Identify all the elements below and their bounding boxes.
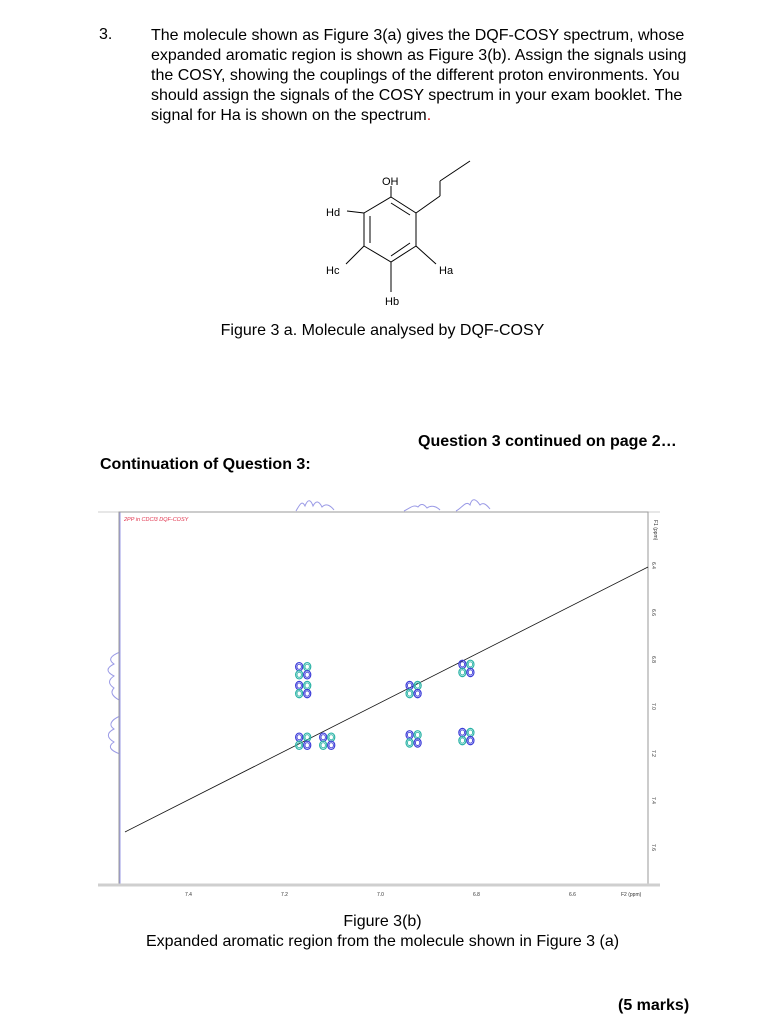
peak-contour [305, 683, 309, 688]
cross-peak [296, 663, 311, 679]
figure-3b-caption-line1: Figure 3(b) [343, 913, 422, 930]
peak-contour [305, 691, 309, 696]
f2-tick-label: 6.6 [569, 892, 576, 898]
top-projection-trace [404, 504, 440, 511]
peak-contour [468, 738, 472, 743]
question-period: . [426, 107, 432, 124]
peak-contour [415, 740, 419, 745]
f1-tick-label: 7.6 [650, 844, 656, 851]
figure-3a-caption: Figure 3 a. Molecule analysed by DQF-COSY [220, 322, 545, 339]
figure-3b-caption-line2: Expanded aromatic region from the molecule shown in Figure 3 (a) [145, 933, 620, 950]
question-number: 3. [99, 26, 113, 43]
hc-label: Hc [326, 265, 340, 277]
peak-contour [407, 691, 411, 696]
f2-axis-label: F2 (ppm) [621, 892, 642, 898]
sample-label: 2PP in CDCl3 DQF-COSY [124, 517, 189, 523]
peak-contour [305, 664, 309, 669]
peak-contour [297, 683, 301, 688]
continued-note: Question 3 continued on page 2… [418, 433, 677, 450]
peak-contour [329, 735, 333, 740]
peak-contour [468, 670, 472, 675]
peak-contour [305, 743, 309, 748]
ha-label: Ha [439, 265, 454, 277]
top-projection-trace [296, 501, 334, 511]
peak-contour [407, 740, 411, 745]
continuation-heading: Continuation of Question 3: [100, 456, 311, 473]
left-projection-trace [108, 716, 120, 754]
cross-peak [459, 660, 474, 676]
hb-label: Hb [385, 296, 400, 308]
top-projection-trace [456, 500, 490, 511]
question-body: The molecule shown as Figure 3(a) gives the DQF-COSY spectrum, whose expanded aromatic region is shown as Figure 3(b). Assign the signals using the COSY, showing the couplings of the different proton environments. You should assign the signals of the COSY spectrum in your exam booklet. The signal for Ha is shown on the spectrum [151, 27, 687, 124]
hd-label: Hd [326, 207, 341, 219]
marks-label: (5 marks) [618, 997, 690, 1014]
f2-tick-label: 7.4 [185, 892, 192, 898]
cross-peak [296, 733, 311, 749]
figure-3b-caption [0, 912, 765, 952]
peak-contour [468, 662, 472, 667]
f1-axis-label: F1 (ppm) [652, 520, 658, 541]
oh-label: OH [382, 176, 399, 188]
peak-contour [460, 730, 464, 735]
cross-peak [296, 681, 311, 697]
peak-contour [460, 670, 464, 675]
f2-tick-label: 7.0 [377, 892, 384, 898]
peak-contour [460, 738, 464, 743]
peak-contour [329, 743, 333, 748]
peak-contour [297, 735, 301, 740]
peak-contour [468, 730, 472, 735]
peak-contour [297, 691, 301, 696]
peak-contour [297, 672, 301, 677]
peak-contour [297, 664, 301, 669]
f2-tick-label: 7.2 [281, 892, 288, 898]
cross-peak [459, 728, 474, 744]
f1-tick-label: 7.4 [650, 797, 656, 804]
peak-contour [321, 743, 325, 748]
peak-contour [321, 735, 325, 740]
f1-tick-label: 6.6 [650, 609, 656, 616]
f1-tick-label: 6.8 [650, 656, 656, 663]
plot-frame [119, 512, 648, 885]
peak-contour [415, 732, 419, 737]
diagonal-line [125, 567, 648, 832]
peak-contour [305, 672, 309, 677]
peak-contour [305, 735, 309, 740]
peak-contour [407, 732, 411, 737]
cross-peak [320, 733, 335, 749]
cross-peak [406, 731, 421, 747]
f1-tick-label: 6.4 [650, 562, 656, 569]
cross-peak [406, 681, 421, 697]
f1-tick-label: 7.2 [650, 750, 656, 757]
left-projection-trace [108, 652, 120, 700]
peak-contour [460, 662, 464, 667]
peak-contour [415, 691, 419, 696]
f1-tick-label: 7.0 [650, 703, 656, 710]
f2-tick-label: 6.8 [473, 892, 480, 898]
